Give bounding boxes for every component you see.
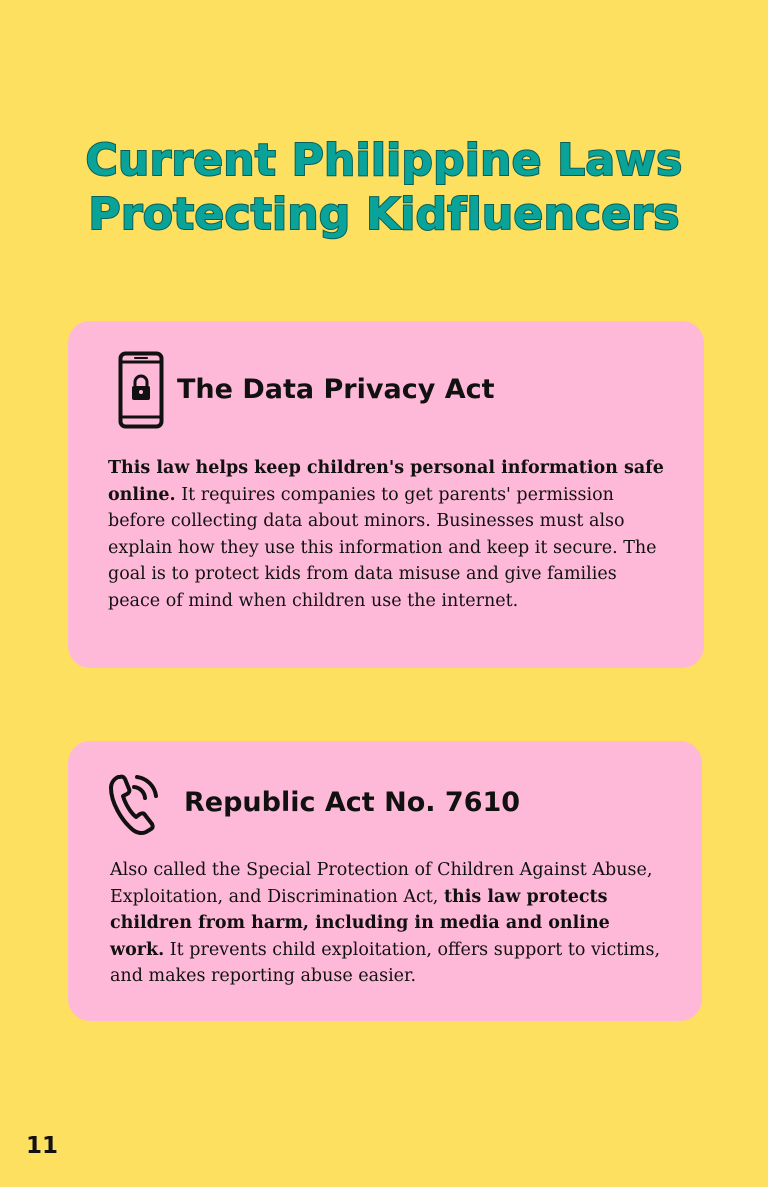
data-privacy-act-body-bold: This law helps keep children's personal information safe online. [108,458,664,505]
data-privacy-act-body-text: It requires companies to get parents' permission before collecting data about minors. Businesses must also explain how they use this information and keep it secure. The goal is to protect kids from data misuse and give families peace of mind when children use the internet. [108,484,657,611]
data-privacy-act-card [68,321,704,668]
page-number: 11 [26,1133,59,1159]
republic-act-7610-body-bold: this law protects children from harm, including in media and online work. [110,886,610,960]
republic-act-7610-body-text: It prevents child exploitation, offers support to victims, and makes reporting abuse easier. [110,939,661,986]
data-privacy-act-body [108,455,668,614]
republic-act-7610-body [110,857,670,990]
phone-lock-icon [118,351,164,429]
phone-call-icon [108,771,164,837]
data-privacy-act-heading: The Data Privacy Act [177,374,495,405]
page-title-line-1: Current Philippine Laws [85,135,683,186]
republic-act-7610-body-lead: Also called the Special Protection of Children Against Abuse, Exploitation, and Discrimination Act, [110,860,653,907]
page-title [0,134,768,242]
republic-act-7610-heading: Republic Act No. 7610 [184,787,521,818]
page-title-line-2: Protecting Kidfluencers [88,189,680,240]
republic-act-7610-card [68,741,702,1021]
